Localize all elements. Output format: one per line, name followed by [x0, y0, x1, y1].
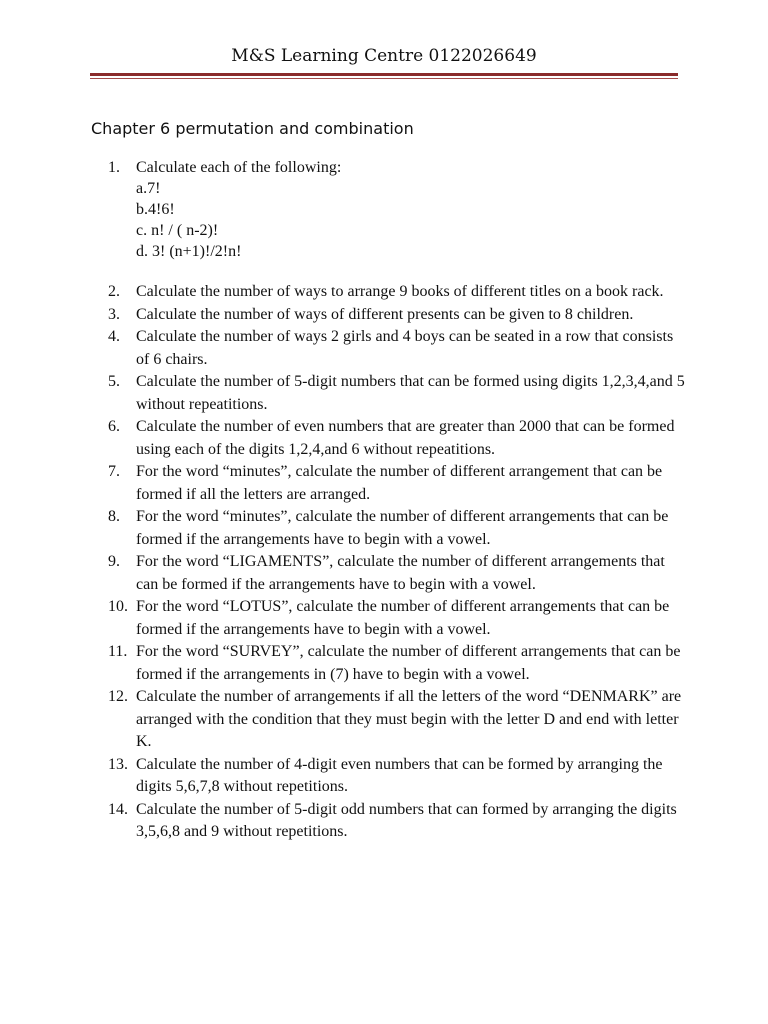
question-number: 5. [108, 373, 120, 390]
question-part-c: c. n! / ( n-2)! [136, 222, 219, 239]
question-text: For the word “minutes”, calculate the number of different arrangement that can be formed if all the letters are arranged. [136, 463, 663, 503]
page-header: M&S Learning Centre 0122026649 [231, 46, 537, 66]
question-item [108, 754, 688, 799]
question-text: Calculate each of the following: [136, 159, 342, 176]
header-divider-thin [90, 78, 678, 79]
question-item [108, 416, 688, 461]
question-number: 2. [108, 283, 120, 300]
question-item [108, 799, 688, 844]
question-number: 6. [108, 418, 120, 435]
question-number: 8. [108, 508, 120, 525]
question-item [108, 551, 688, 596]
question-number: 12. [108, 688, 128, 705]
question-part-d: d. 3! (n+1)!/2!n! [136, 243, 242, 260]
question-part-b: b.4!6! [136, 201, 175, 218]
question-part-a: a.7! [136, 180, 161, 197]
question-number: 1. [108, 159, 120, 176]
question-text: Calculate the number of 5-digit numbers that can be formed using digits 1,2,3,4,and 5 without repeatitions. [136, 373, 685, 413]
question-number: 7. [108, 463, 120, 480]
question-text: Calculate the number of ways 2 girls and 4 boys can be seated in a row that consists of 6 chairs. [136, 328, 674, 368]
question-text: For the word “minutes”, calculate the number of different arrangements that can be formed if the arrangements have to begin with a vowel. [136, 508, 669, 548]
question-number: 3. [108, 305, 120, 323]
question-item [108, 596, 688, 641]
chapter-title: Chapter 6 permutation and combination [91, 119, 414, 138]
question-text: Calculate the number of ways of different presents can be given to 8 children. [136, 305, 634, 323]
question-text: For the word “SURVEY”, calculate the number of different arrangements that can be formed if the arrangements in (7) have to begin with a vowel. [136, 643, 681, 683]
question-text: For the word “LIGAMENTS”, calculate the number of different arrangements that can be formed if the arrangements have to begin with a vowel. [136, 553, 665, 593]
question-text: Calculate the number of arrangements if all the letters of the word “DENMARK” are arranged with the condition that they must begin with the letter D and end with letter K. [136, 688, 682, 750]
question-text: Calculate the number of 5-digit odd numbers that can formed by arranging the digits 3,5,6,8 and 9 without repetitions. [136, 800, 677, 840]
question-text: Calculate the number of ways to arrange 9 books of different titles on a book rack. [136, 283, 664, 300]
question-text: Calculate the number of even numbers that are greater than 2000 that can be formed using each of the digits 1,2,4,and 6 without repeatitions. [136, 418, 675, 458]
question-item [108, 326, 688, 371]
question-item [108, 506, 688, 551]
question-item [108, 641, 688, 686]
question-item [108, 281, 688, 304]
question-item [108, 461, 688, 506]
question-number: 13. [108, 755, 128, 773]
question-list [108, 281, 688, 844]
header-divider-thick [90, 73, 678, 76]
question-text: For the word “LOTUS”, calculate the number of different arrangements that can be formed if the arrangements have to begin with a vowel. [136, 598, 670, 638]
question-1 [108, 157, 668, 262]
question-item [108, 304, 688, 327]
question-number: 11. [108, 643, 128, 660]
question-item [108, 686, 688, 754]
question-number: 10. [108, 598, 128, 615]
question-number: 4. [108, 328, 120, 345]
question-number: 9. [108, 553, 120, 570]
question-item [108, 371, 688, 416]
question-text: Calculate the number of 4-digit even numbers that can be formed by arranging the digits 5,6,7,8 without repetitions. [136, 755, 663, 795]
question-number: 14. [108, 800, 128, 818]
